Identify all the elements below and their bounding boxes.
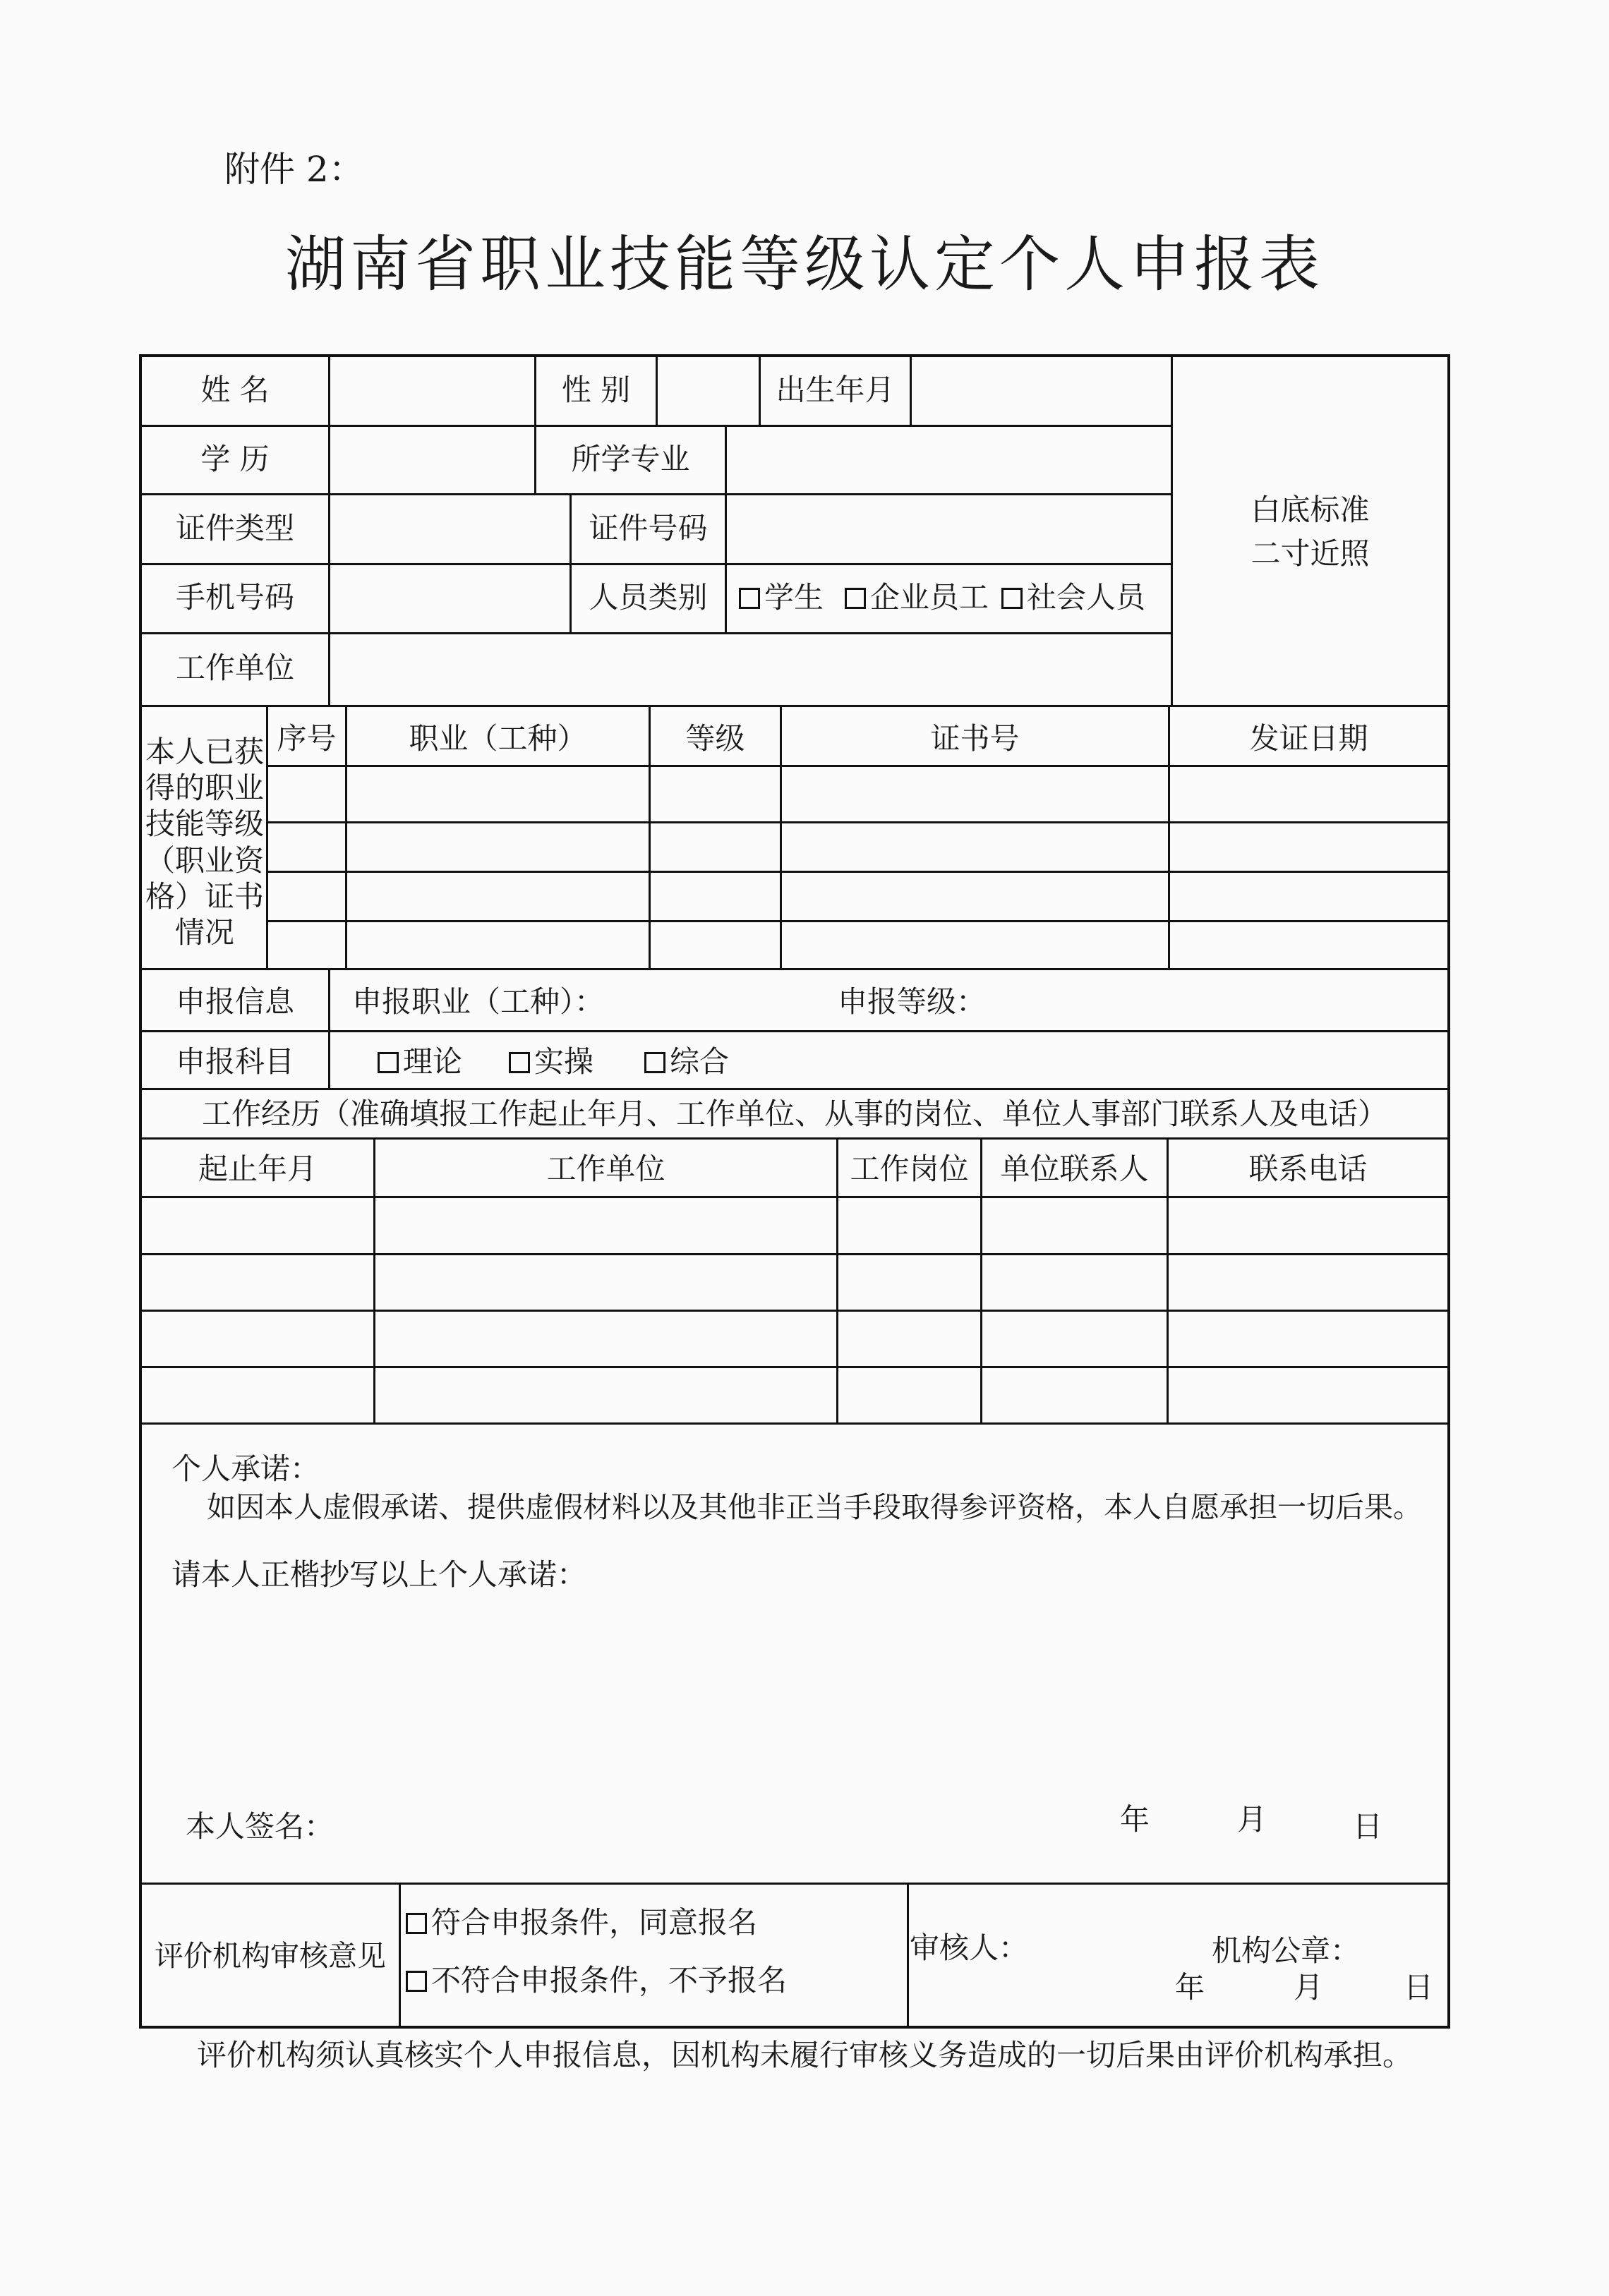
work-unit-field[interactable]	[330, 634, 1171, 705]
exp-header-contact: 单位联系人	[1000, 1152, 1149, 1186]
pledge-copy-area[interactable]	[171, 1603, 1414, 1815]
form-title: 湖南省职业技能等级认定个人申报表	[285, 229, 1324, 300]
subject-option-comprehensive[interactable]: 综合	[644, 1044, 729, 1080]
education-label: 学 历	[200, 442, 270, 476]
application-info-label: 申报信息	[175, 984, 294, 1019]
name-field[interactable]	[330, 357, 534, 425]
certificate-row[interactable]	[268, 767, 1447, 821]
checkbox-icon	[644, 1052, 665, 1073]
cert-header-date: 发证日期	[1249, 721, 1368, 756]
certificates-label: 本人已获得的职业技能等级（职业资格）证书情况	[145, 735, 264, 950]
cert-header-occupation: 职业（工种）	[409, 721, 587, 756]
id-type-field[interactable]	[330, 495, 570, 563]
experience-row[interactable]	[142, 1198, 1447, 1253]
name-label: 姓 名	[200, 373, 270, 407]
signature-field[interactable]	[351, 1801, 845, 1857]
certificate-row[interactable]	[268, 922, 1447, 968]
certificate-row[interactable]	[268, 823, 1447, 871]
birth-label: 出生年月	[776, 373, 895, 407]
exp-header-post: 工作岗位	[850, 1152, 969, 1186]
review-option-approve[interactable]: 符合申报条件，同意报名	[406, 1905, 757, 1940]
checkbox-icon	[378, 1052, 399, 1073]
pledge-month: 月	[1237, 1802, 1267, 1837]
cert-header-no: 序号	[277, 721, 337, 756]
level-field[interactable]	[986, 970, 1447, 1030]
phone-label: 手机号码	[175, 580, 294, 615]
level-label: 申报等级：	[838, 984, 987, 1019]
gender-field[interactable]	[658, 357, 759, 425]
category-label: 人员类别	[589, 580, 708, 615]
annex-label: 附件 2：	[224, 149, 364, 190]
photo-line-2: 二寸近照	[1251, 536, 1370, 571]
pledge-day: 日	[1353, 1809, 1383, 1844]
cert-header-number: 证书号	[930, 721, 1020, 756]
experience-title: 工作经历（准确填报工作起止年月、工作单位、从事的岗位、单位人事部门联系人及电话）	[201, 1096, 1387, 1131]
id-number-field[interactable]	[727, 495, 1171, 563]
checkbox-icon	[509, 1052, 530, 1073]
checkbox-icon	[739, 588, 760, 609]
exp-header-period: 起止年月	[198, 1152, 317, 1186]
phone-field[interactable]	[330, 565, 570, 632]
birth-field[interactable]	[912, 357, 1171, 425]
category-option-student[interactable]: 学生	[739, 580, 824, 615]
occupation-field[interactable]	[619, 970, 831, 1030]
footer-note: 评价机构须认真核实个人申报信息，因机构未履行审核义务造成的一切后果由评价机构承担。	[196, 2038, 1412, 2072]
review-month: 月	[1294, 1970, 1324, 2005]
pledge-title: 个人承诺：	[171, 1451, 320, 1486]
exp-header-phone: 联系电话	[1248, 1152, 1368, 1186]
category-option-employee[interactable]: 企业员工	[845, 580, 989, 615]
subject-option-practice[interactable]: 实操	[509, 1044, 593, 1080]
application-form	[139, 354, 1450, 2029]
category-option-public[interactable]: 社会人员	[1001, 580, 1145, 615]
experience-row[interactable]	[142, 1255, 1447, 1310]
review-day: 日	[1404, 1970, 1434, 2005]
exp-header-unit: 工作单位	[546, 1152, 665, 1186]
subject-label: 申报科目	[175, 1044, 294, 1079]
experience-row[interactable]	[142, 1368, 1447, 1422]
id-type-label: 证件类型	[175, 511, 294, 545]
review-option-reject[interactable]: 不符合申报条件，不予报名	[406, 1963, 787, 1998]
seal-label: 机构公章：	[1212, 1933, 1361, 1968]
work-unit-label: 工作单位	[175, 651, 294, 685]
checkbox-icon	[1001, 588, 1023, 609]
education-field[interactable]	[330, 427, 534, 493]
pledge-text: 如因本人虚假承诺、提供虚假材料以及其他非正当手段取得参评资格，本人自愿承担一切后果。	[207, 1490, 1422, 1524]
id-number-label: 证件号码	[589, 511, 708, 545]
pledge-year: 年	[1120, 1802, 1150, 1837]
review-label: 评价机构审核意见	[155, 1939, 386, 1973]
reviewer-label: 审核人：	[910, 1931, 1029, 1965]
major-label: 所学专业	[571, 442, 690, 476]
major-field[interactable]	[727, 427, 1171, 493]
gender-label: 性 别	[561, 373, 631, 407]
checkbox-icon	[406, 1913, 427, 1934]
checkbox-icon	[845, 588, 866, 609]
review-year: 年	[1175, 1970, 1205, 2005]
occupation-label: 申报职业（工种）：	[352, 984, 605, 1019]
signature-label: 本人签名：	[186, 1809, 335, 1844]
experience-row[interactable]	[142, 1312, 1447, 1366]
certificate-row[interactable]	[268, 873, 1447, 920]
photo-line-1: 白底标准	[1251, 493, 1370, 527]
subject-option-theory[interactable]: 理论	[378, 1044, 462, 1080]
cert-header-level: 等级	[685, 721, 745, 756]
checkbox-icon	[406, 1971, 427, 1992]
copy-instruction: 请本人正楷抄写以上个人承诺：	[171, 1557, 587, 1592]
